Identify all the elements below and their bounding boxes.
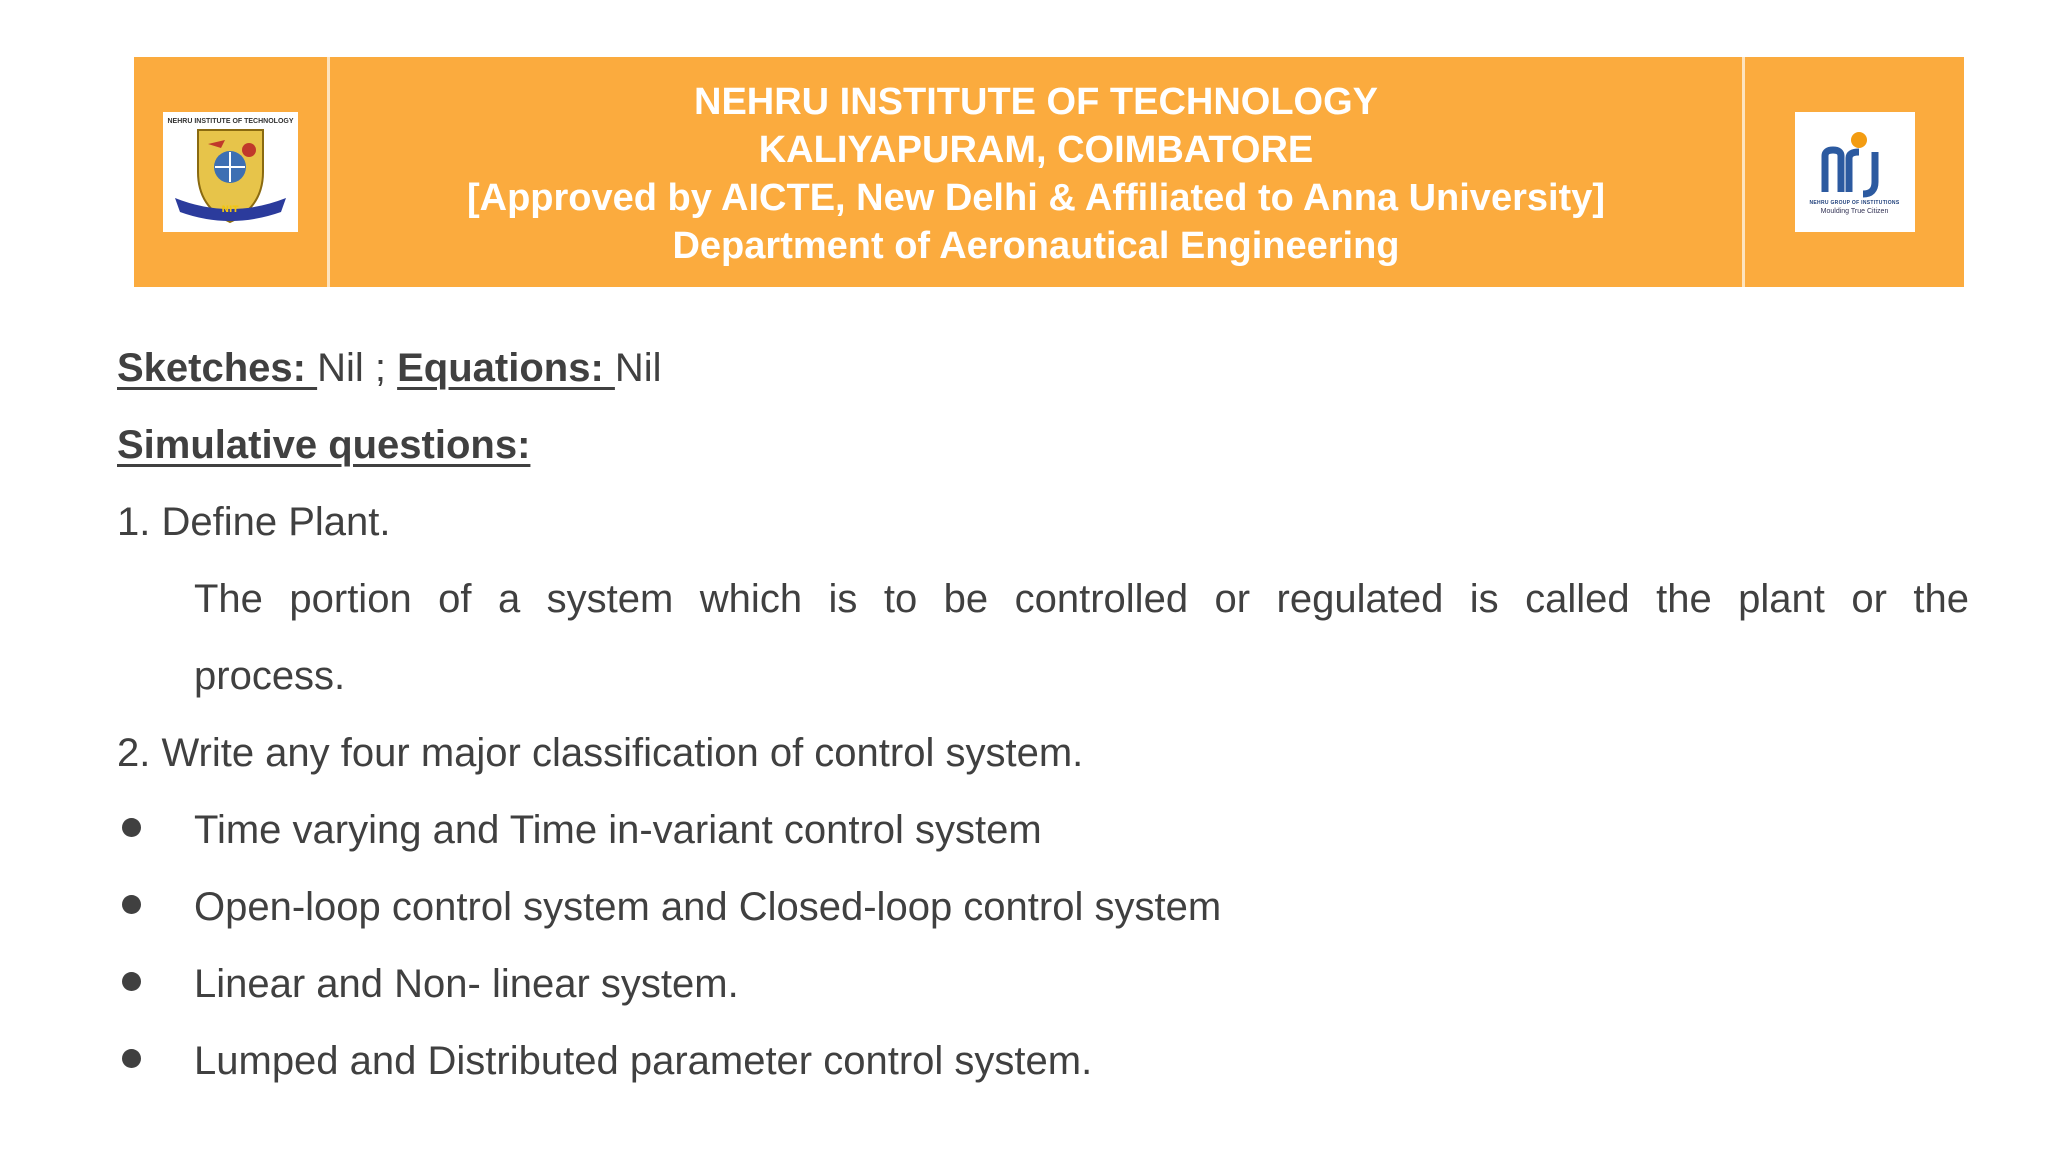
bullet-icon: [122, 895, 141, 914]
list-item-text: Linear and Non- linear system.: [194, 962, 739, 1006]
question-2: 2. Write any four major classification of control system.: [117, 731, 1084, 775]
department-name: Department of Aeronautical Engineering: [672, 225, 1400, 267]
nrj-mark-icon: [1815, 130, 1895, 200]
approval-text: [Approved by AICTE, New Delhi & Affiliated to Anna University]: [467, 177, 1605, 219]
institution-name: NEHRU INSTITUTE OF TECHNOLOGY: [694, 81, 1378, 123]
answer-1-line-2: process.: [194, 654, 346, 698]
list-item-text: Time varying and Time in-variant control system: [194, 808, 1042, 852]
right-logo-cell: [1745, 57, 1964, 287]
group-text: NEHRU GROUP OF INSTITUTIONS: [1809, 199, 1900, 206]
institution-location: KALIYAPURAM, COIMBATORE: [758, 129, 1314, 171]
answer-1-line-1: The portion of a system which is to be controlled or regulated is called the plant or the: [194, 577, 1969, 621]
equations-label: Equations:: [397, 346, 615, 390]
header-text: [330, 57, 1742, 287]
left-logo-cell: [134, 57, 327, 287]
document-body: [117, 330, 1969, 1100]
bullet-icon: [122, 972, 141, 991]
crest-caption: NEHRU INSTITUTE OF TECHNOLOGY: [167, 118, 294, 125]
bullet-icon: [122, 1049, 141, 1068]
sketches-value: Nil ;: [317, 346, 398, 390]
logo-tagline: Moulding True Citizen: [1820, 207, 1889, 215]
equations-value: Nil: [614, 346, 662, 390]
simulative-heading-line: [117, 407, 1969, 484]
nit-crest-logo: [163, 112, 298, 232]
svg-text:NIT: NIT: [221, 205, 239, 215]
sketches-label: Sketches:: [117, 346, 318, 390]
header-banner: [134, 57, 1964, 287]
question-1: 1. Define Plant.: [117, 500, 391, 544]
crest-icon: [163, 112, 298, 232]
nehru-group-logo: [1795, 112, 1915, 232]
list-item-text: Lumped and Distributed parameter control system.: [194, 1039, 1093, 1083]
simulative-heading: Simulative questions:: [117, 423, 531, 467]
list-item: [117, 946, 1969, 1023]
list-item: [117, 792, 1969, 869]
bullet-icon: [122, 818, 141, 837]
list-item-text: Open-loop control system and Closed-loop control system: [194, 885, 1222, 929]
list-item: [117, 1023, 1969, 1100]
list-item: [117, 869, 1969, 946]
sketches-equations-line: [117, 330, 1969, 407]
